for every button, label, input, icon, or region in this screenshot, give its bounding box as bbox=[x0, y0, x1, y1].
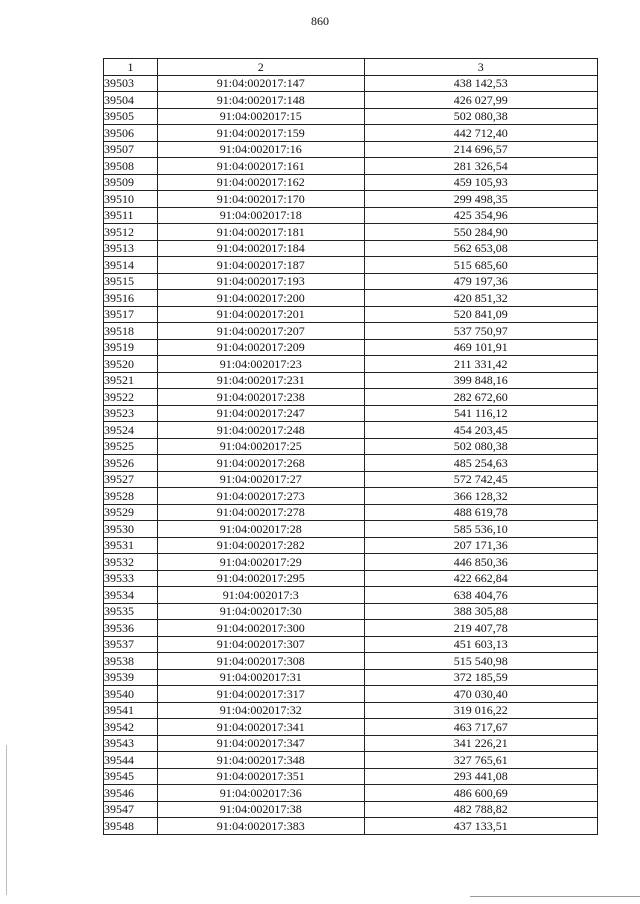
table-row bbox=[104, 801, 598, 818]
cadastral-value-table bbox=[103, 58, 598, 835]
cadastral-number: 91:04:002017:25 bbox=[157, 438, 364, 455]
row-number: 39512 bbox=[104, 224, 158, 241]
row-number: 39523 bbox=[104, 405, 158, 422]
cadastral-value: 372 185,59 bbox=[364, 669, 597, 686]
table-row bbox=[104, 719, 598, 736]
cadastral-number: 91:04:002017:200 bbox=[157, 290, 364, 307]
row-number: 39516 bbox=[104, 290, 158, 307]
cadastral-value: 299 498,35 bbox=[364, 191, 597, 208]
table-row bbox=[104, 521, 598, 538]
table-row bbox=[104, 290, 598, 307]
column-header-3: 3 bbox=[364, 59, 597, 76]
cadastral-value: 422 662,84 bbox=[364, 570, 597, 587]
cadastral-number: 91:04:002017:148 bbox=[157, 92, 364, 109]
row-number: 39514 bbox=[104, 257, 158, 274]
cadastral-number: 91:04:002017:308 bbox=[157, 653, 364, 670]
cadastral-number: 91:04:002017:38 bbox=[157, 801, 364, 818]
cadastral-number: 91:04:002017:348 bbox=[157, 752, 364, 769]
cadastral-value: 486 600,69 bbox=[364, 785, 597, 802]
cadastral-value: 388 305,88 bbox=[364, 603, 597, 620]
cadastral-number: 91:04:002017:268 bbox=[157, 455, 364, 472]
cadastral-number: 91:04:002017:162 bbox=[157, 174, 364, 191]
row-number: 39528 bbox=[104, 488, 158, 505]
cadastral-value: 319 016,22 bbox=[364, 702, 597, 719]
row-number: 39535 bbox=[104, 603, 158, 620]
cadastral-number: 91:04:002017:317 bbox=[157, 686, 364, 703]
header-row bbox=[104, 59, 598, 76]
table-row bbox=[104, 405, 598, 422]
table-row bbox=[104, 620, 598, 637]
row-number: 39525 bbox=[104, 438, 158, 455]
cadastral-value: 638 404,76 bbox=[364, 587, 597, 604]
cadastral-value: 479 197,36 bbox=[364, 273, 597, 290]
cadastral-number: 91:04:002017:238 bbox=[157, 389, 364, 406]
row-number: 39534 bbox=[104, 587, 158, 604]
cadastral-value: 454 203,45 bbox=[364, 422, 597, 439]
table-row bbox=[104, 389, 598, 406]
cadastral-value: 438 142,53 bbox=[364, 75, 597, 92]
table-row bbox=[104, 471, 598, 488]
table-row bbox=[104, 455, 598, 472]
cadastral-number: 91:04:002017:27 bbox=[157, 471, 364, 488]
table-row bbox=[104, 158, 598, 175]
table-row bbox=[104, 323, 598, 340]
cadastral-value: 470 030,40 bbox=[364, 686, 597, 703]
cadastral-value: 214 696,57 bbox=[364, 141, 597, 158]
row-number: 39537 bbox=[104, 636, 158, 653]
table-row bbox=[104, 735, 598, 752]
row-number: 39526 bbox=[104, 455, 158, 472]
table-row bbox=[104, 191, 598, 208]
cadastral-value: 281 326,54 bbox=[364, 158, 597, 175]
cadastral-number: 91:04:002017:181 bbox=[157, 224, 364, 241]
table-row bbox=[104, 372, 598, 389]
cadastral-value: 520 841,09 bbox=[364, 306, 597, 323]
row-number: 39503 bbox=[104, 75, 158, 92]
row-number: 39504 bbox=[104, 92, 158, 109]
table-row bbox=[104, 686, 598, 703]
cadastral-number: 91:04:002017:295 bbox=[157, 570, 364, 587]
table-row bbox=[104, 92, 598, 109]
cadastral-number: 91:04:002017:32 bbox=[157, 702, 364, 719]
cadastral-number: 91:04:002017:351 bbox=[157, 768, 364, 785]
cadastral-value: 502 080,38 bbox=[364, 438, 597, 455]
cadastral-value: 572 742,45 bbox=[364, 471, 597, 488]
cadastral-number: 91:04:002017:247 bbox=[157, 405, 364, 422]
cadastral-value: 515 540,98 bbox=[364, 653, 597, 670]
cadastral-number: 91:04:002017:30 bbox=[157, 603, 364, 620]
table-row bbox=[104, 669, 598, 686]
table-row bbox=[104, 224, 598, 241]
row-number: 39544 bbox=[104, 752, 158, 769]
row-number: 39508 bbox=[104, 158, 158, 175]
cadastral-value: 485 254,63 bbox=[364, 455, 597, 472]
table-row bbox=[104, 603, 598, 620]
cadastral-value: 425 354,96 bbox=[364, 207, 597, 224]
cadastral-value: 219 407,78 bbox=[364, 620, 597, 637]
cadastral-number: 91:04:002017:300 bbox=[157, 620, 364, 637]
cadastral-value: 207 171,36 bbox=[364, 537, 597, 554]
cadastral-value: 451 603,13 bbox=[364, 636, 597, 653]
table-row bbox=[104, 818, 598, 835]
cadastral-value: 442 712,40 bbox=[364, 125, 597, 142]
table-row bbox=[104, 587, 598, 604]
row-number: 39530 bbox=[104, 521, 158, 538]
table-row bbox=[104, 257, 598, 274]
cadastral-number: 91:04:002017:3 bbox=[157, 587, 364, 604]
cadastral-value: 502 080,38 bbox=[364, 108, 597, 125]
cadastral-number: 91:04:002017:15 bbox=[157, 108, 364, 125]
table-row bbox=[104, 636, 598, 653]
cadastral-value: 341 226,21 bbox=[364, 735, 597, 752]
row-number: 39513 bbox=[104, 240, 158, 257]
row-number: 39541 bbox=[104, 702, 158, 719]
cadastral-value: 366 128,32 bbox=[364, 488, 597, 505]
row-number: 39539 bbox=[104, 669, 158, 686]
cadastral-number: 91:04:002017:159 bbox=[157, 125, 364, 142]
cadastral-value: 550 284,90 bbox=[364, 224, 597, 241]
row-number: 39522 bbox=[104, 389, 158, 406]
table-row bbox=[104, 488, 598, 505]
cadastral-value: 463 717,67 bbox=[364, 719, 597, 736]
cadastral-number: 91:04:002017:383 bbox=[157, 818, 364, 835]
table-row bbox=[104, 125, 598, 142]
cadastral-number: 91:04:002017:170 bbox=[157, 191, 364, 208]
cadastral-value: 437 133,51 bbox=[364, 818, 597, 835]
table-row bbox=[104, 108, 598, 125]
cadastral-value: 541 116,12 bbox=[364, 405, 597, 422]
cadastral-number: 91:04:002017:36 bbox=[157, 785, 364, 802]
page-number: 860 bbox=[311, 14, 329, 28]
cadastral-value: 585 536,10 bbox=[364, 521, 597, 538]
cadastral-value: 327 765,61 bbox=[364, 752, 597, 769]
cadastral-value: 293 441,08 bbox=[364, 768, 597, 785]
row-number: 39548 bbox=[104, 818, 158, 835]
row-number: 39507 bbox=[104, 141, 158, 158]
row-number: 39532 bbox=[104, 554, 158, 571]
row-number: 39540 bbox=[104, 686, 158, 703]
table-header bbox=[104, 59, 598, 76]
cadastral-value: 282 672,60 bbox=[364, 389, 597, 406]
cadastral-number: 91:04:002017:187 bbox=[157, 257, 364, 274]
cadastral-value: 537 750,97 bbox=[364, 323, 597, 340]
table-row bbox=[104, 537, 598, 554]
cadastral-number: 91:04:002017:184 bbox=[157, 240, 364, 257]
row-number: 39531 bbox=[104, 537, 158, 554]
table-row bbox=[104, 141, 598, 158]
table-row bbox=[104, 240, 598, 257]
cadastral-number: 91:04:002017:341 bbox=[157, 719, 364, 736]
row-number: 39543 bbox=[104, 735, 158, 752]
row-number: 39524 bbox=[104, 422, 158, 439]
cadastral-value: 488 619,78 bbox=[364, 504, 597, 521]
row-number: 39511 bbox=[104, 207, 158, 224]
row-number: 39519 bbox=[104, 339, 158, 356]
table-row bbox=[104, 174, 598, 191]
cadastral-number: 91:04:002017:347 bbox=[157, 735, 364, 752]
row-number: 39546 bbox=[104, 785, 158, 802]
table-row bbox=[104, 570, 598, 587]
cadastral-value: 469 101,91 bbox=[364, 339, 597, 356]
row-number: 39547 bbox=[104, 801, 158, 818]
cadastral-number: 91:04:002017:161 bbox=[157, 158, 364, 175]
cadastral-number: 91:04:002017:193 bbox=[157, 273, 364, 290]
cadastral-value: 562 653,08 bbox=[364, 240, 597, 257]
cadastral-number: 91:04:002017:231 bbox=[157, 372, 364, 389]
row-number: 39538 bbox=[104, 653, 158, 670]
cadastral-value: 459 105,93 bbox=[364, 174, 597, 191]
cadastral-value: 515 685,60 bbox=[364, 257, 597, 274]
row-number: 39506 bbox=[104, 125, 158, 142]
cadastral-number: 91:04:002017:23 bbox=[157, 356, 364, 373]
cadastral-value: 482 788,82 bbox=[364, 801, 597, 818]
cadastral-number: 91:04:002017:29 bbox=[157, 554, 364, 571]
table-row bbox=[104, 504, 598, 521]
column-header-1: 1 bbox=[104, 59, 158, 76]
row-number: 39515 bbox=[104, 273, 158, 290]
row-number: 39517 bbox=[104, 306, 158, 323]
cadastral-value: 446 850,36 bbox=[364, 554, 597, 571]
row-number: 39527 bbox=[104, 471, 158, 488]
cadastral-number: 91:04:002017:16 bbox=[157, 141, 364, 158]
cadastral-number: 91:04:002017:18 bbox=[157, 207, 364, 224]
cadastral-number: 91:04:002017:209 bbox=[157, 339, 364, 356]
table-row bbox=[104, 339, 598, 356]
cadastral-value: 420 851,32 bbox=[364, 290, 597, 307]
table-row bbox=[104, 273, 598, 290]
cadastral-number: 91:04:002017:273 bbox=[157, 488, 364, 505]
cadastral-value: 211 331,42 bbox=[364, 356, 597, 373]
cadastral-value: 426 027,99 bbox=[364, 92, 597, 109]
row-number: 39529 bbox=[104, 504, 158, 521]
table-body bbox=[104, 75, 598, 834]
table-row bbox=[104, 752, 598, 769]
table-row bbox=[104, 785, 598, 802]
table-row bbox=[104, 768, 598, 785]
scan-margin-line bbox=[6, 745, 7, 895]
cadastral-number: 91:04:002017:201 bbox=[157, 306, 364, 323]
row-number: 39536 bbox=[104, 620, 158, 637]
scan-bottom-line bbox=[470, 896, 640, 897]
table-row bbox=[104, 306, 598, 323]
row-number: 39505 bbox=[104, 108, 158, 125]
table-row bbox=[104, 75, 598, 92]
column-header-2: 2 bbox=[157, 59, 364, 76]
row-number: 39545 bbox=[104, 768, 158, 785]
row-number: 39509 bbox=[104, 174, 158, 191]
cadastral-number: 91:04:002017:207 bbox=[157, 323, 364, 340]
row-number: 39542 bbox=[104, 719, 158, 736]
table-row bbox=[104, 702, 598, 719]
table-row bbox=[104, 422, 598, 439]
row-number: 39521 bbox=[104, 372, 158, 389]
cadastral-number: 91:04:002017:307 bbox=[157, 636, 364, 653]
row-number: 39518 bbox=[104, 323, 158, 340]
cadastral-number: 91:04:002017:28 bbox=[157, 521, 364, 538]
row-number: 39520 bbox=[104, 356, 158, 373]
table-row bbox=[104, 438, 598, 455]
table-row bbox=[104, 356, 598, 373]
row-number: 39533 bbox=[104, 570, 158, 587]
cadastral-number: 91:04:002017:248 bbox=[157, 422, 364, 439]
cadastral-number: 91:04:002017:282 bbox=[157, 537, 364, 554]
table-row bbox=[104, 554, 598, 571]
cadastral-number: 91:04:002017:278 bbox=[157, 504, 364, 521]
cadastral-number: 91:04:002017:31 bbox=[157, 669, 364, 686]
row-number: 39510 bbox=[104, 191, 158, 208]
table-row bbox=[104, 653, 598, 670]
table-row bbox=[104, 207, 598, 224]
cadastral-value: 399 848,16 bbox=[364, 372, 597, 389]
cadastral-number: 91:04:002017:147 bbox=[157, 75, 364, 92]
